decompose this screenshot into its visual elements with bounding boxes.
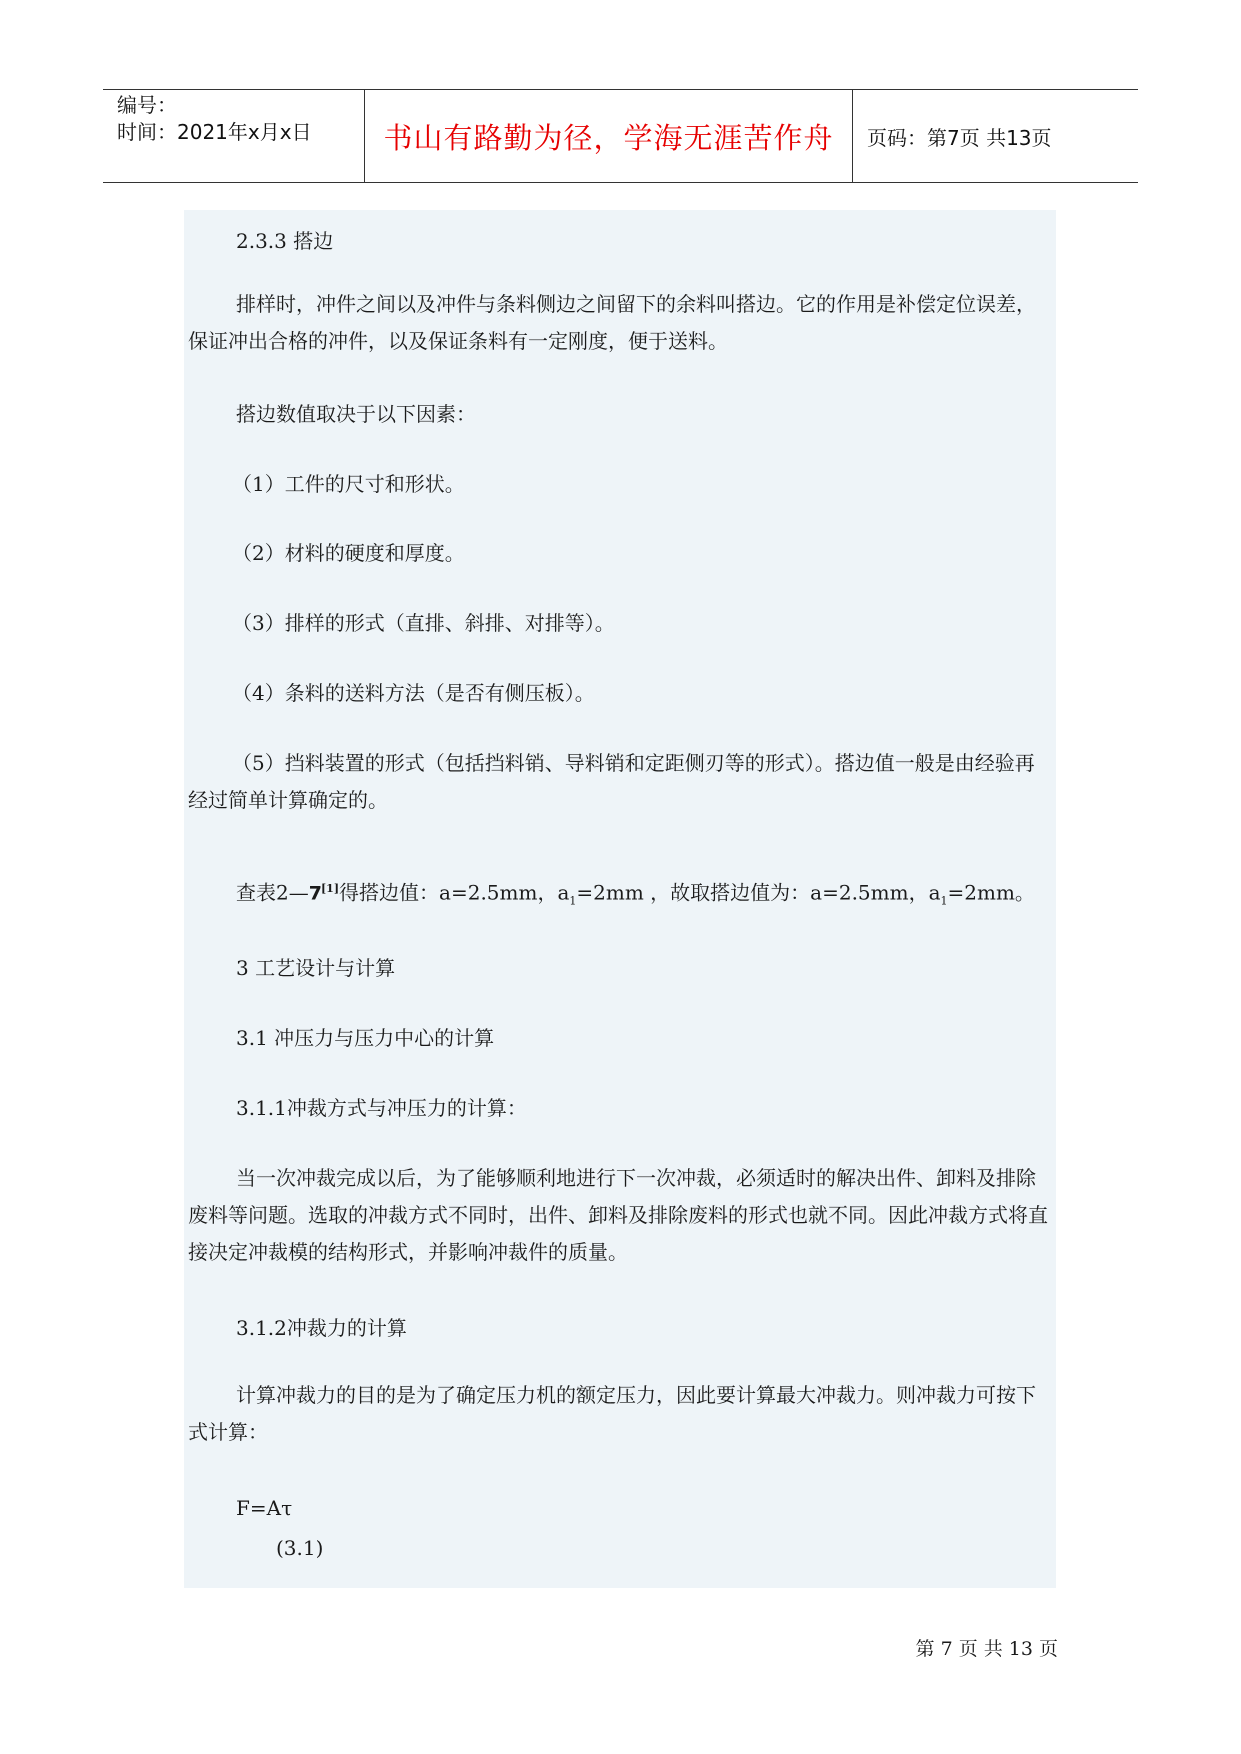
list-item-5: （5）挡料装置的形式（包括挡料销、导料销和定距侧刃等的形式）。搭边值一般是由经验再经过简单计算确定的。 xyxy=(188,751,1035,812)
lookup-result-line xyxy=(236,870,1098,920)
section-heading-3: 3 工艺设计与计算 xyxy=(236,956,396,980)
section-heading-3-1: 3.1 冲压力与压力中心的计算 xyxy=(236,1026,495,1050)
header-motto: 书山有路勤为径，学海无涯苦作舟 xyxy=(365,90,853,182)
paragraph-overlap-factors: 搭边数值取决于以下因素： xyxy=(236,402,476,426)
citation-mark: [1] xyxy=(320,882,340,895)
list-item-2: （2）材料的硬度和厚度。 xyxy=(232,541,465,565)
date-label: 时间：2021年x月x日 xyxy=(117,120,312,144)
lookup-text-3: =2mm。 xyxy=(947,880,1035,905)
list-item-4: （4）条料的送料方法（是否有侧压板）。 xyxy=(232,681,595,705)
header-page-number: 页码：第7页 共13页 xyxy=(867,125,1052,150)
subscript-2: 1 xyxy=(940,894,948,908)
serial-number-label: 编号： xyxy=(117,93,177,117)
paragraph-overlap-definition: 排样时，冲件之间以及冲件与条料侧边之间留下的余料叫搭边。它的作用是补偿定位误差，保证冲出合格的冲件，以及保证条料有一定刚度，便于送料。 xyxy=(188,292,1036,353)
header-meta xyxy=(103,90,365,182)
lookup-prefix: 查表2— xyxy=(236,880,309,905)
page-footer: 第 7 页 共 13 页 xyxy=(915,1638,1058,1660)
page-header xyxy=(103,89,1138,183)
lookup-text-2: =2mm ，故取搭边值为：a=2.5mm，a xyxy=(576,880,941,905)
paragraph-blanking-method: 当一次冲裁完成以后，为了能够顺利地进行下一次冲裁，必须适时的解决出件、卸料及排除废料等问题。选取的冲裁方式不同时，出件、卸料及排除废料的形式也就不同。因此冲裁方式将直接决定冲裁模的结构形式，并影响冲裁件的质量。 xyxy=(188,1166,1048,1264)
section-heading-3-1-1: 3.1.1冲裁方式与冲压力的计算： xyxy=(236,1096,527,1120)
lookup-text-1: 得搭边值：a=2.5mm，a xyxy=(339,880,570,905)
formula-number: (3.1) xyxy=(276,1536,324,1560)
list-item-3: （3）排样的形式（直排、斜排、对排等）。 xyxy=(232,611,615,635)
section-heading-3-1-2: 3.1.2冲裁力的计算 xyxy=(236,1316,407,1340)
subscript-1: 1 xyxy=(569,894,577,908)
content-panel xyxy=(184,210,1056,1588)
paragraph-blanking-force: 计算冲裁力的目的是为了确定压力机的额定压力，因此要计算最大冲裁力。则冲裁力可按下式计算： xyxy=(188,1383,1036,1444)
section-heading-2-3-3: 2.3.3 搭边 xyxy=(236,229,334,253)
list-item-1: （1）工件的尺寸和形状。 xyxy=(232,472,465,496)
table-number: 7 xyxy=(308,882,321,905)
formula: F=Aτ xyxy=(236,1496,293,1520)
